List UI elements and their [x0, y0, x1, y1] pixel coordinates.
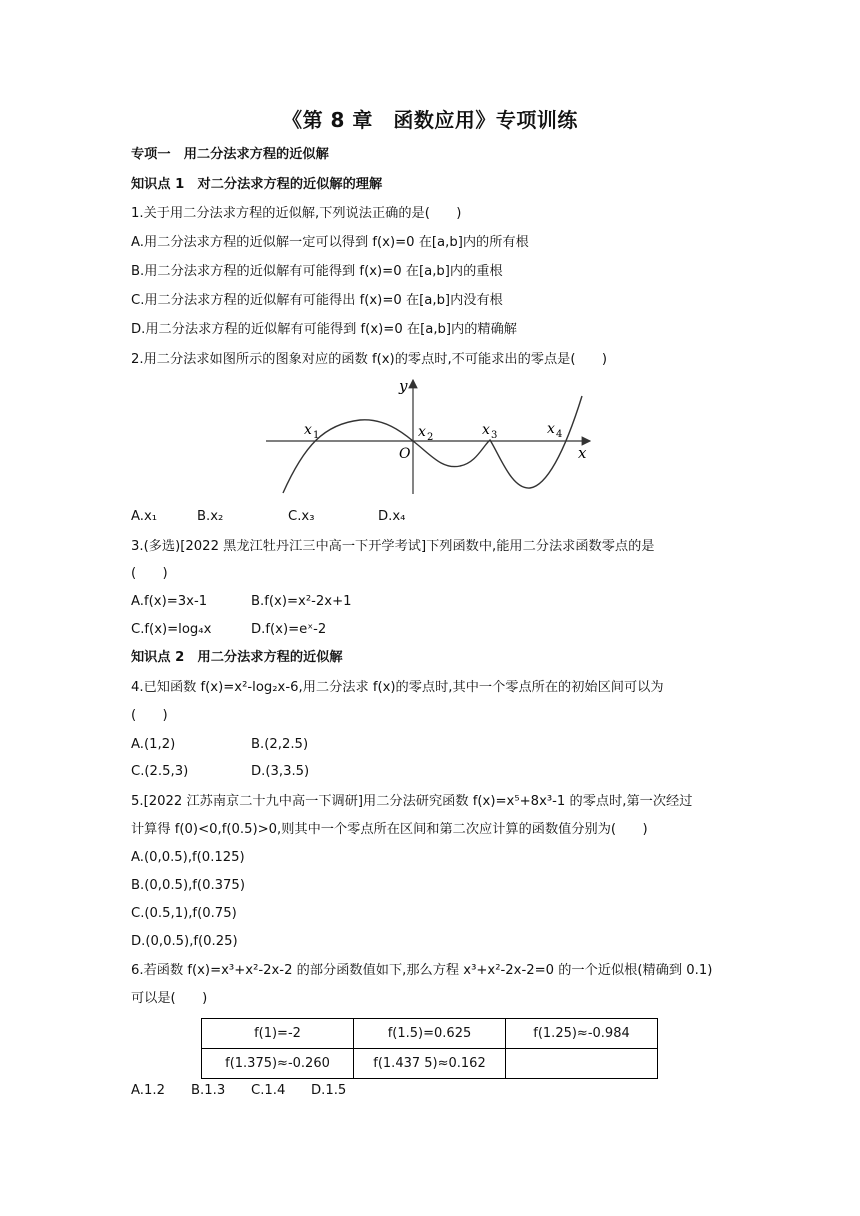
svg-text:x: x: [418, 424, 426, 440]
question-1-option-d: D.用二分法求方程的近似解有可能得到 f(x)=0 在[a,b]内的精确解: [131, 322, 517, 337]
question-6-stem: 6.若函数 f(x)=x³+x²-2x-2 的部分函数值如下,那么方程 x³+x²-2x-2=0 的一个近似根(精确到 0.1): [131, 963, 713, 978]
question-6-options: [131, 1081, 731, 1101]
svg-text:3: 3: [491, 430, 498, 441]
svg-text:x: x: [482, 422, 490, 438]
question-4-option-a: A.(1,2): [131, 737, 176, 752]
question-1-option-b: B.用二分法求方程的近似解有可能得到 f(x)=0 在[a,b]内的重根: [131, 264, 503, 279]
table-cell: f(1)=-2: [202, 1019, 354, 1049]
svg-text:2: 2: [427, 432, 434, 443]
question-5-option-c: C.(0.5,1),f(0.75): [131, 906, 237, 921]
question-5-option-a: A.(0,0.5),f(0.125): [131, 850, 245, 865]
question-5-stem-cont: 计算得 f(0)<0,f(0.5)>0,则其中一个零点所在区间和第二次应计算的函数值分别为( ): [131, 822, 648, 837]
question-3-option-d: D.f(x)=eˣ-2: [251, 622, 327, 637]
question-3-option-a: A.f(x)=3x-1: [131, 594, 208, 609]
origin-label: O: [399, 446, 411, 462]
question-4-option-c: C.(2.5,3): [131, 764, 189, 779]
question-2-option-b: B.x₂: [197, 509, 224, 524]
question-3-option-b: B.f(x)=x²-2x+1: [251, 594, 352, 609]
document-title: 《第 8 章 函数应用》专项训练: [282, 108, 578, 132]
question-4-options-row1: [131, 735, 731, 755]
knowledge-point-1-heading: 知识点 1 对二分法求方程的近似解的理解: [131, 177, 383, 192]
svg-text:x: x: [547, 421, 555, 437]
question-6-option-d: D.1.5: [311, 1083, 347, 1098]
question-5-option-d: D.(0,0.5),f(0.25): [131, 934, 238, 949]
table-cell: f(1.25)≈-0.984: [506, 1019, 658, 1049]
table-cell: f(1.437 5)≈0.162: [354, 1049, 506, 1079]
question-6-option-c: C.1.4: [251, 1083, 286, 1098]
question-2-option-d: D.x₄: [378, 509, 406, 524]
question-4-stem: 4.已知函数 f(x)=x²-log₂x-6,用二分法求 f(x)的零点时,其中一个零点所在的初始区间可以为: [131, 680, 664, 695]
question-4-options-row2: [131, 762, 731, 782]
y-axis-label: y: [399, 377, 408, 395]
zero-label-x2: [418, 424, 433, 443]
svg-text:x: x: [304, 422, 312, 438]
table-row: [202, 1049, 658, 1079]
knowledge-point-2-heading: 知识点 2 用二分法求方程的近似解: [131, 650, 343, 665]
question-3-stem-cont: ( ): [131, 566, 168, 581]
question-2-option-c: C.x₃: [288, 509, 315, 524]
topic-heading: 专项一 用二分法求方程的近似解: [131, 147, 329, 162]
question-2-option-a: A.x₁: [131, 509, 158, 524]
function-curve: [283, 396, 582, 493]
question-1-stem: 1.关于用二分法求方程的近似解,下列说法正确的是( ): [131, 206, 462, 221]
question-1-option-c: C.用二分法求方程的近似解有可能得出 f(x)=0 在[a,b]内没有根: [131, 293, 503, 308]
question-2-stem: 2.用二分法求如图所示的图象对应的函数 f(x)的零点时,不可能求出的零点是( ): [131, 352, 607, 367]
question-2-options: [131, 507, 731, 527]
question-6-option-a: A.1.2: [131, 1083, 165, 1098]
function-graph-figure: [264, 376, 596, 498]
zero-label-x3: [482, 422, 497, 441]
question-4-stem-cont: ( ): [131, 708, 168, 723]
question-5-stem: 5.[2022 江苏南京二十九中高一下调研]用二分法研究函数 f(x)=x⁵+8x³-1 的零点时,第一次经过: [131, 794, 693, 809]
question-4-option-d: D.(3,3.5): [251, 764, 310, 779]
question-3-options-row1: [131, 592, 731, 612]
table-cell: f(1.5)=0.625: [354, 1019, 506, 1049]
svg-text:4: 4: [556, 429, 563, 440]
zero-label-x1: [304, 422, 319, 441]
x-axis-label: x: [578, 444, 587, 462]
table-row: [202, 1019, 658, 1049]
question-4-option-b: B.(2,2.5): [251, 737, 309, 752]
table-cell: f(1.375)≈-0.260: [202, 1049, 354, 1079]
table-cell: [506, 1049, 658, 1079]
question-3-option-c: C.f(x)=log₄x: [131, 622, 212, 637]
function-values-table: [201, 1018, 658, 1079]
question-5-option-b: B.(0,0.5),f(0.375): [131, 878, 245, 893]
question-6-option-b: B.1.3: [191, 1083, 226, 1098]
question-6-stem-cont: 可以是( ): [131, 991, 208, 1006]
question-3-stem: 3.(多选)[2022 黑龙江牡丹江三中高一下开学考试]下列函数中,能用二分法求函数零点的是: [131, 539, 655, 554]
svg-text:1: 1: [313, 430, 320, 441]
zero-label-x4: [547, 421, 562, 440]
question-1-option-a: A.用二分法求方程的近似解一定可以得到 f(x)=0 在[a,b]内的所有根: [131, 235, 529, 250]
question-3-options-row2: [131, 620, 731, 640]
